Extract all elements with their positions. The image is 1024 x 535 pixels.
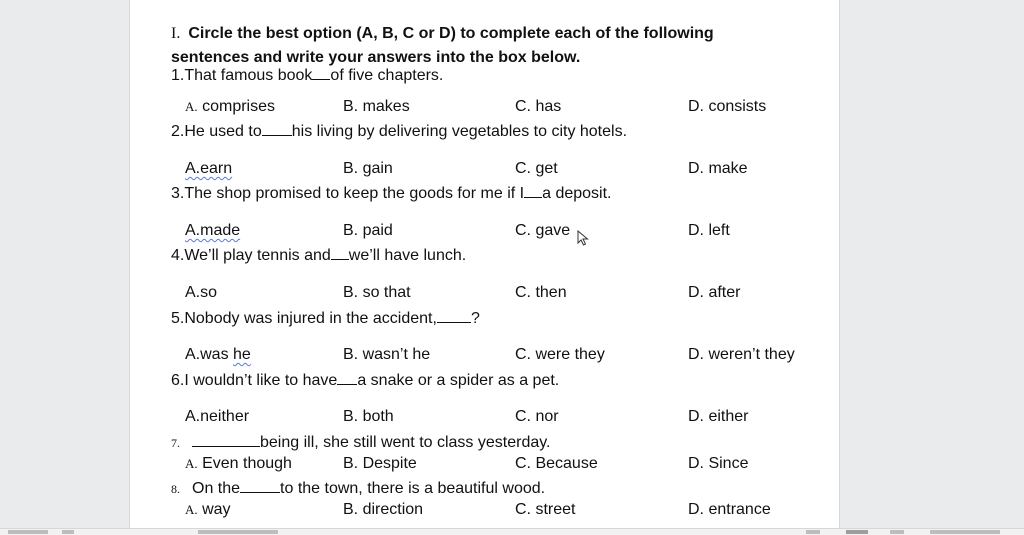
- q5-option-b: B. wasn’t he: [343, 346, 431, 363]
- q5-option-a: A.was he: [185, 346, 251, 363]
- right-gutter: [838, 0, 1024, 528]
- question-7: 7. being ill, she still went to class yesterday.: [171, 434, 551, 451]
- q7-option-d: D. Since: [688, 455, 749, 472]
- q1-option-b: B. makes: [343, 98, 410, 115]
- answer-blank: [524, 183, 542, 198]
- q6-option-a: A.neither: [185, 408, 250, 425]
- q8-option-c: C. street: [515, 501, 576, 518]
- read-mode-icon[interactable]: [806, 530, 820, 534]
- q3-option-a: A.made: [185, 222, 241, 239]
- q1-option-a: A. comprises: [185, 98, 275, 115]
- zoom-slider[interactable]: [930, 530, 1000, 534]
- answer-blank: [437, 308, 471, 323]
- q5-option-d: D. weren’t they: [688, 346, 795, 363]
- status-word-count: [198, 530, 278, 534]
- q7-option-b: B. Despite: [343, 455, 417, 472]
- status-page-info: [8, 530, 48, 534]
- question-3: 3.The shop promised to keep the goods for me if I a deposit.: [171, 185, 612, 202]
- q5-option-c: C. were they: [515, 346, 605, 363]
- q8-option-a: A. way: [185, 501, 231, 518]
- question-4: 4.We’ll play tennis and we’ll have lunch.: [171, 247, 467, 264]
- q6-option-d: D. either: [688, 408, 749, 425]
- web-layout-icon[interactable]: [890, 530, 904, 534]
- q2-option-d: D. make: [688, 160, 748, 177]
- answer-blank: [331, 245, 349, 260]
- q7-option-c: C. Because: [515, 455, 598, 472]
- question-1: 1.That famous book of five chapters.: [171, 67, 444, 84]
- q4-option-c: C. then: [515, 284, 567, 301]
- q2-option-c: C. get: [515, 160, 558, 177]
- q4-option-b: B. so that: [343, 284, 411, 301]
- question-6: 6.I wouldn’t like to have a snake or a spider as a pet.: [171, 372, 560, 389]
- answer-blank: [337, 370, 357, 385]
- q3-option-d: D. left: [688, 222, 730, 239]
- q1-option-c: C. has: [515, 98, 562, 115]
- heading-number: I.: [171, 25, 181, 42]
- q2-option-b: B. gain: [343, 160, 393, 177]
- mouse-pointer-icon: [577, 230, 589, 246]
- question-5: 5.Nobody was injured in the accident, ?: [171, 310, 480, 327]
- q3-option-b: B. paid: [343, 222, 393, 239]
- q4-option-a: A.so: [185, 284, 218, 301]
- answer-blank: [262, 121, 292, 136]
- question-2: 2.He used to his living by delivering vegetables to city hotels.: [171, 123, 628, 140]
- answer-blank: [312, 65, 330, 80]
- q7-option-a: A. Even though: [185, 455, 292, 472]
- status-icon[interactable]: [62, 530, 74, 534]
- q8-option-d: D. entrance: [688, 501, 771, 518]
- answer-blank: [192, 432, 260, 447]
- print-layout-icon[interactable]: [846, 530, 868, 534]
- q8-option-b: B. direction: [343, 501, 424, 518]
- q2-option-a: A.earn: [185, 160, 233, 177]
- heading-text: Circle the best option (A, B, C or D) to complete each of the following sentences and write your answers into the box below.: [171, 25, 714, 66]
- left-gutter: [0, 0, 129, 528]
- question-8: 8. On the to the town, there is a beautiful wood.: [171, 480, 546, 497]
- q4-option-d: D. after: [688, 284, 741, 301]
- q1-option-d: D. consists: [688, 98, 767, 115]
- exercise-heading: [171, 22, 791, 70]
- q6-option-c: C. nor: [515, 408, 559, 425]
- answer-blank: [240, 478, 280, 493]
- q3-option-c: C. gave: [515, 222, 571, 239]
- q6-option-b: B. both: [343, 408, 394, 425]
